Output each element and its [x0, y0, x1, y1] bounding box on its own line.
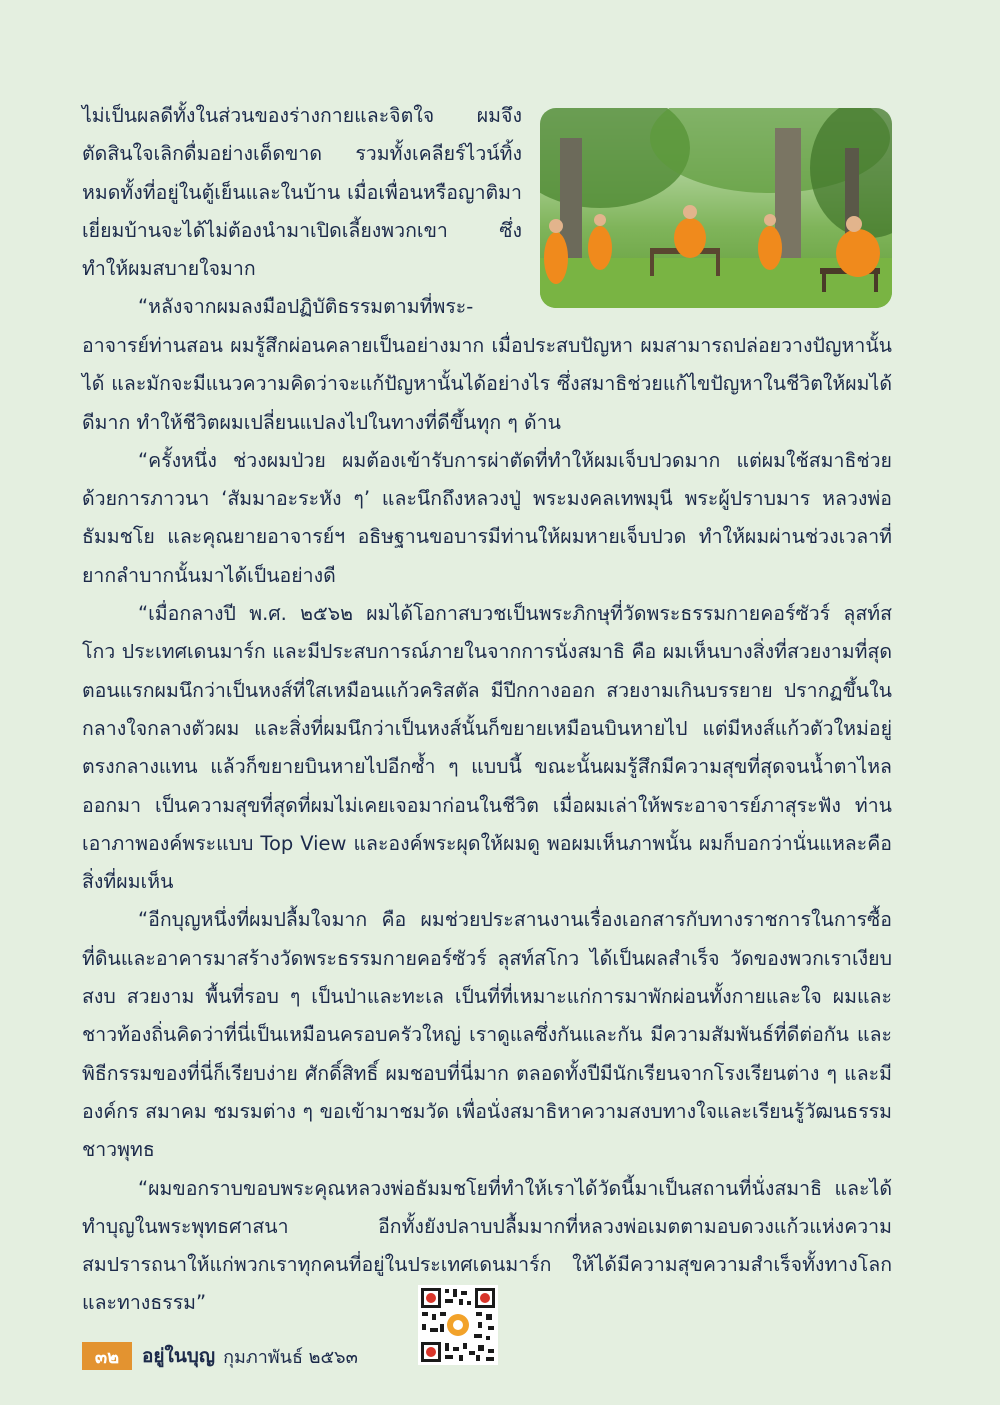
publication-name: อยู่ในบุญ [142, 1345, 216, 1367]
article-top-block [82, 97, 522, 327]
article-paragraph-2-rest: อาจารย์ท่านสอน ผมรู้สึกผ่อนคลายเป็นอย่างมาก เมื่อประสบปัญหา ผมสามารถปล่อยวางปัญหานั้นได้ และมักจะมีแนวความคิดว่าจะแก้ปัญหานั้นได้อย่างไร ซึ่งสมาธิช่วยแก้ไขปัญหาในชีวิตให้ผมได้ดีมาก ทำให้ชีวิตผมเปลี่ยนแปลงไปในทางที่ดีขึ้นทุก ๆ ด้าน [82, 334, 892, 434]
article-paragraph-1: ไม่เป็นผลดีทั้งในส่วนของร่างกายและจิตใจ ผมจึงตัดสินใจเลิกดื่มอย่างเด็ดขาด รวมทั้งเคลียร์ไวน์ทิ้งหมดทั้งที่อยู่ในตู้เย็นและในบ้าน เมื่อเพื่อนหรือญาติมาเยี่ยมบ้านจะได้ไม่ต้องนำมาเปิดเลี้ยงพวกเขา ซึ่งทำให้ผมสบายใจมาก [82, 104, 522, 281]
article-paragraph-3: “ครั้งหนึ่ง ช่วงผมป่วย ผมต้องเข้ารับการผ่าตัดที่ทำให้ผมเจ็บปวดมาก แต่ผมใช้สมาธิช่วย ด้วยการภาวนา ‘สัมมาอะระหัง ๆ’ และนึกถึงหลวงปู่ พระมงคลเทพมุนี พระผู้ปราบมาร หลวงพ่อธัมมชโย และคุณยายอาจารย์ฯ อธิษฐานขอบารมีท่านให้ผมหายเจ็บปวด ทำให้ผมผ่านช่วงเวลาที่ยากลำบากนั้นมาได้เป็นอย่างดี [82, 448, 892, 587]
qr-code[interactable] [418, 1285, 498, 1365]
article-main-block [82, 327, 892, 1323]
article-paragraph-6: “ผมขอกราบขอบพระคุณหลวงพ่อธัมมชโยที่ทำให้เราได้วัดนี้มาเป็นสถานที่นั่งสมาธิ และได้ทำบุญในพระพุทธศาสนา อีกทั้งยังปลาบปลื้มมากที่หลวงพ่อเมตตามอบดวงแก้วแห่งความสมปรารถนาให้แก่พวกเราทุกคนที่อยู่ในประเทศเดนมาร์ก ให้ได้มีความสุขความสำเร็จทั้งทางโลกและทางธรรม” [82, 1176, 892, 1315]
page-footer [82, 1341, 358, 1371]
monks-meditating-photo [540, 108, 892, 308]
issue-date: กุมภาพันธ์ ๒๕๖๓ [223, 1346, 358, 1368]
article-paragraph-5: “อีกบุญหนึ่งที่ผมปลื้มใจมาก คือ ผมช่วยประสานงานเรื่องเอกสารกับทางราชการในการซื้อที่ดินและอาคารมาสร้างวัดพระธรรมกายคอร์ซัวร์ ลุสท์สโกว ได้เป็นผลสำเร็จ วัดของพวกเราเงียบสงบ สวยงาม พื้นที่รอบ ๆ เป็นป่าและทะเล เป็นที่ที่เหมาะแก่การมาพักผ่อนทั้งกายและใจ ผมและชาวท้องถิ่นคิดว่าที่นี่เป็นเหมือนครอบครัวใหญ่ เราดูแลซึ่งกันและกัน มีความสัมพันธ์ที่ดีต่อกัน และพิธีกรรมของที่นี่ก็เรียบง่าย ศักดิ์สิทธิ์ ผมชอบที่นี่มาก ตลอดทั้งปีมีนักเรียนจากโรงเรียนต่าง ๆ และมีองค์กร สมาคม ชมรมต่าง ๆ ขอเข้ามาชมวัด เพื่อนั่งสมาธิหาความสงบทางใจและเรียนรู้วัฒนธรรมชาวพุทธ [82, 908, 892, 1162]
article-paragraph-4: “เมื่อกลางปี พ.ศ. ๒๕๖๒ ผมได้โอกาสบวชเป็นพระภิกษุที่วัดพระธรรมกายคอร์ซัวร์ ลุสท์สโกว ประเทศเดนมาร์ก และมีประสบการณ์ภายในจากการนั่งสมาธิ คือ ผมเห็นบางสิ่งที่สวยงามที่สุด ตอนแรกผมนึกว่าเป็นหงส์ที่ใสเหมือนแก้วคริสตัล มีปีกกางออก สวยงามเกินบรรยาย ปรากฏขึ้นในกลางใจกลางตัวผม และสิ่งที่ผมนึกว่าเป็นหงส์นั้นก็ขยายเหมือนบินหายไป แต่มีหงส์แก้วตัวใหม่อยู่ตรงกลางแทน แล้วก็ขยายบินหายไปอีกซ้ำ ๆ แบบนี้ ขณะนั้นผมรู้สึกมีความสุขที่สุดจนน้ำตาไหลออกมา เป็นความสุขที่สุดที่ผมไม่เคยเจอมาก่อนในชีวิต เมื่อผมเล่าให้พระอาจารย์ภาสุระฟัง ท่านเอาภาพองค์พระแบบ Top View และองค์พระผุดให้ผมดู พอผมเห็นภาพนั้น ผมก็บอกว่านั่นแหละคือสิ่งที่ผมเห็น [82, 602, 892, 894]
article-paragraph-2-start: “หลังจากผมลงมือปฏิบัติธรรมตามที่พระ- [138, 295, 474, 319]
page-number: ๓๒ [82, 1342, 132, 1370]
